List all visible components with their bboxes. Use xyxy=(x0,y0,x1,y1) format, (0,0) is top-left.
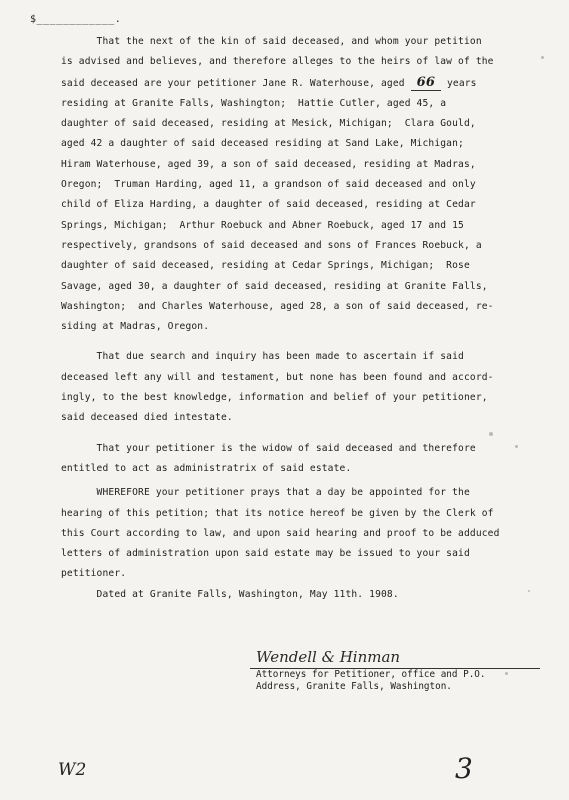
paragraph-widow xyxy=(61,439,531,480)
paragraph-wherefore xyxy=(61,483,531,584)
text-line: That the next of the kin of said deceased, and whom your petition xyxy=(61,36,482,47)
text-line: siding at Madras, Oregon. xyxy=(61,321,210,333)
text-line: aged 42 a daughter of said deceased residing at Sand Lake, Michigan; xyxy=(61,138,464,150)
scan-speck xyxy=(515,445,518,448)
text-line: said deceased died intestate. xyxy=(61,412,233,424)
paragraph-intestate xyxy=(61,347,531,428)
text-line: is advised and believes, and therefore alleges to the heirs of law of the xyxy=(61,56,494,68)
caption-line: Address, Granite Falls, Washington. xyxy=(256,681,452,692)
scan-speck xyxy=(528,590,530,592)
handwritten-age: 66 xyxy=(411,75,441,91)
text-line: Savage, aged 30, a daughter of said deceased, residing at Granite Falls, xyxy=(61,280,488,292)
text-line: Oregon; Truman Harding, aged 11, a grandson of said deceased and only xyxy=(61,179,476,191)
text-line: child of Eliza Harding, a daughter of said deceased, residing at Cedar xyxy=(61,199,476,211)
header-blank-line: $____________. xyxy=(30,14,122,25)
text-line: letters of administration upon said estate may be issued to your said xyxy=(61,548,470,560)
caption-line: Attorneys for Petitioner, office and P.O. xyxy=(256,669,486,680)
scan-speck xyxy=(541,56,544,59)
text-line: Washington; and Charles Waterhouse, aged 28, a son of said deceased, re- xyxy=(61,300,494,312)
text-line xyxy=(61,73,531,94)
text-line: That due search and inquiry has been made to ascertain if said xyxy=(61,351,464,363)
text-line: deceased left any will and testament, but none has been found and accord- xyxy=(61,371,494,383)
text-segment: years xyxy=(441,77,477,89)
text-line: daughter of said deceased, residing at Mesick, Michigan; Clara Gould, xyxy=(61,118,476,130)
scan-speck xyxy=(505,672,508,675)
text-line: residing at Granite Falls, Washington; Hattie Cutler, aged 45, a xyxy=(61,97,447,109)
handwritten-signature: Wendell & Hinman xyxy=(256,648,401,666)
text-line: hearing of this petition; that its notice hereof be given by the Clerk of xyxy=(61,507,494,519)
petition-body xyxy=(61,32,531,605)
text-line: petitioner. xyxy=(61,568,127,580)
margin-note-left: W2 xyxy=(58,760,87,780)
text-line: Springs, Michigan; Arthur Roebuck and Abner Roebuck, aged 17 and 15 xyxy=(61,219,464,231)
text-line: entitled to act as administratrix of said estate. xyxy=(61,462,352,474)
signature-block xyxy=(250,648,550,708)
paragraph-dated xyxy=(61,585,531,605)
paragraph-next-of-kin xyxy=(61,32,531,337)
signature-caption xyxy=(256,669,486,693)
text-line: That your petitioner is the widow of said deceased and therefore xyxy=(61,442,476,454)
text-line: Hiram Waterhouse, aged 39, a son of said deceased, residing at Madras, xyxy=(61,158,476,170)
scan-speck xyxy=(489,432,493,436)
text-line: daughter of said deceased, residing at Cedar Springs, Michigan; Rose xyxy=(61,260,470,272)
text-line: this Court according to law, and upon said hearing and proof to be adduced xyxy=(61,527,500,539)
text-line: Dated at Granite Falls, Washington, May 11th. 1908. xyxy=(61,588,399,600)
text-segment: said deceased are your petitioner Jane R. Waterhouse, aged xyxy=(61,77,411,89)
text-line: WHEREFORE your petitioner prays that a day be appointed for the xyxy=(61,487,470,499)
text-line: respectively, grandsons of said deceased and sons of Frances Roebuck, a xyxy=(61,239,482,251)
margin-note-page-number: 3 xyxy=(455,752,473,785)
text-line: ingly, to the best knowledge, information and belief of your petitioner, xyxy=(61,392,488,404)
